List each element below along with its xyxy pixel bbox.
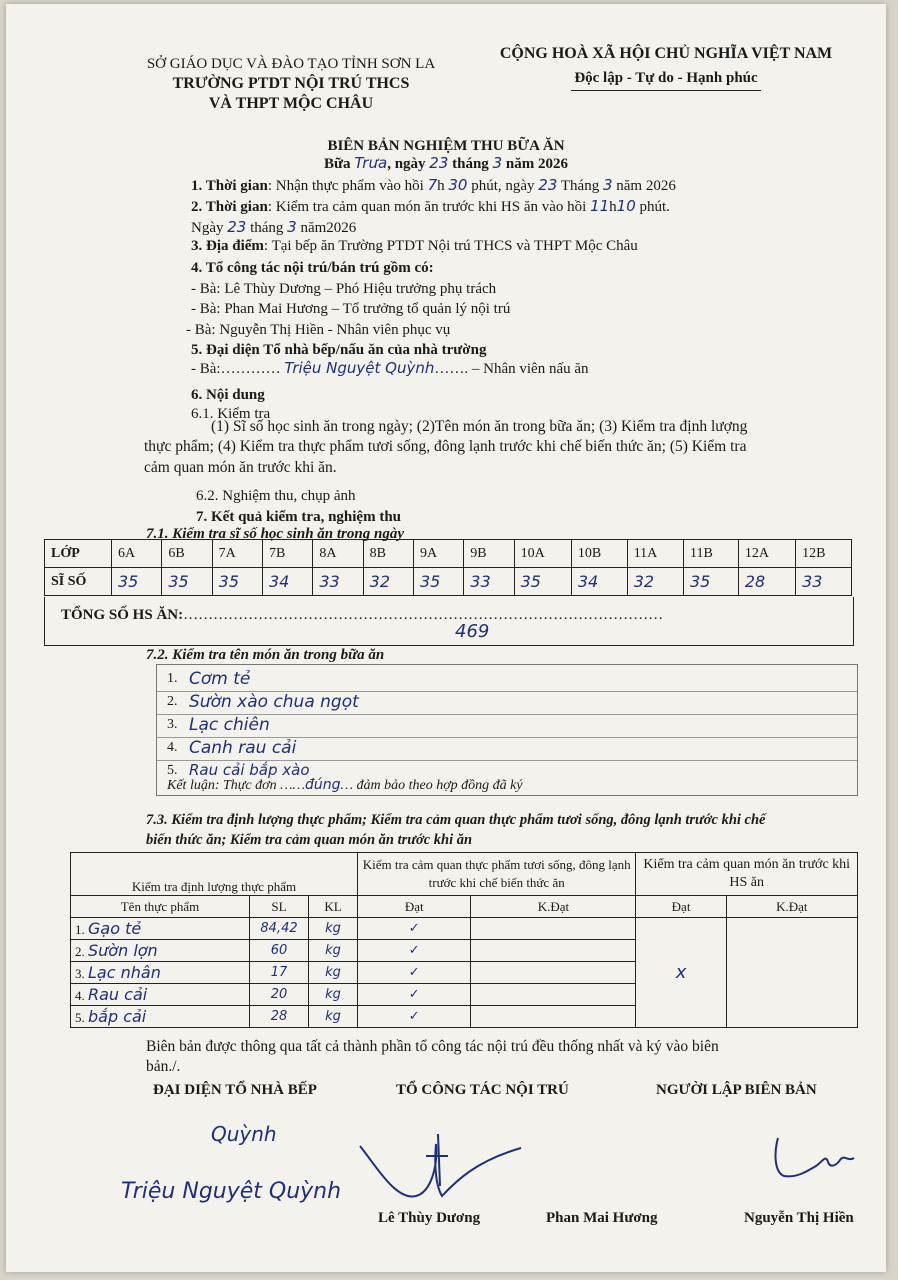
class-cell: 9B <box>464 540 514 568</box>
section-7-3-title-2: biến thức ăn; Kiểm tra cảm quan món ăn trước khi ăn <box>146 832 473 848</box>
kitchen-sign-title: ĐẠI DIỆN TỔ NHÀ BẾP <box>153 1082 317 1098</box>
kitchen-name-handwritten: Triệu Nguyệt Quỳnh <box>121 1179 342 1204</box>
count-cell: 35 <box>683 568 738 596</box>
header-dish-dat: Đạt <box>636 896 726 918</box>
class-cell: 11A <box>627 540 683 568</box>
nation-name: CỘNG HOÀ XÃ HỘI CHỦ NGHĨA VIỆT NAM <box>499 45 833 62</box>
closing-line-2: bản./. <box>146 1058 181 1075</box>
member-3: - Bà: Nguyễn Thị Hiền - Nhân viên phục vụ <box>186 322 451 338</box>
total-value: 469 <box>455 621 490 642</box>
kitchen-signature: Quỳnh <box>211 1122 277 1146</box>
food-check-table <box>70 852 858 1028</box>
header-quant: Kiểm tra định lượng thực phẩm <box>71 853 358 896</box>
table-row: 1. Gạo tẻ 84,42 kg ✓ x <box>71 918 858 940</box>
section-7-2-title: 7.2. Kiểm tra tên món ăn trong bữa ăn <box>146 647 385 663</box>
table-row: 4. Rau cải 20 kg ✓ <box>71 984 858 1006</box>
class-cell: 8A <box>313 540 363 568</box>
signature-hien <box>766 1132 861 1182</box>
meal-value: Trưa <box>354 154 388 172</box>
header-kl: KL <box>309 896 358 918</box>
table-row: 5. bắp cải 28 kg ✓ <box>71 1006 858 1028</box>
meal-line: Bữa Trưa, ngày 23 tháng 3 năm 2026 <box>324 154 568 172</box>
class-cell: 7B <box>262 540 312 568</box>
header-fresh-kdat: K.Đạt <box>471 896 636 918</box>
item-2-date: Ngày 23 tháng 3 năm2026 <box>191 218 357 236</box>
count-cell: 33 <box>464 568 514 596</box>
list-item: 1. Cơm tẻ <box>157 669 857 692</box>
item-2: 2. Thời gian: Kiểm tra cảm quan món ăn trước khi HS ăn vào hồi 11h10 phút. <box>191 197 670 215</box>
item-5: 5. Đại diện Tổ nhà bếp/nấu ăn của nhà trường <box>191 342 487 358</box>
page-title: BIÊN BẢN NGHIỆM THU BỮA ĂN <box>327 138 565 154</box>
menu-conclusion: Kết luận: Thực đơn ……đúng… đảm bảo theo hợp đồng đã ký <box>167 777 523 793</box>
class-cell: 12A <box>738 540 795 568</box>
class-cell: 9A <box>413 540 463 568</box>
team-sign-title: TỔ CÔNG TÁC NỘI TRÚ <box>396 1082 569 1098</box>
header-fresh-dat: Đạt <box>358 896 471 918</box>
document-page <box>6 4 886 1272</box>
header-fresh: Kiểm tra cảm quan thực phẩm tươi sống, đông lạnh trước khi chế biến thức ăn <box>358 853 636 896</box>
count-cell: 34 <box>571 568 627 596</box>
item-1: 1. Thời gian: Nhận thực phẩm vào hồi 7h 30 phút, ngày 23 Tháng 3 năm 2026 <box>191 176 676 194</box>
item-6-p2: thực phẩm; (4) Kiểm tra thực phẩm tươi sống, đông lạnh trước khi chế biến thức ăn; (5) Kiểm tra <box>144 438 747 455</box>
item-6-p3: cảm quan món ăn trước khi ăn. <box>144 459 337 476</box>
header-right <box>476 42 856 91</box>
school-name-1: TRƯỜNG PTDT NỘI TRÚ THCS <box>172 75 410 92</box>
signer-name-duong: Lê Thùy Dương <box>378 1210 481 1226</box>
motto-underline <box>571 90 761 91</box>
item-3: 3. Địa điểm: Tại bếp ăn Trường PTDT Nội trú THCS và THPT Mộc Châu <box>191 238 638 254</box>
ministry-name: SỞ GIÁO DỤC VÀ ĐÀO TẠO TỈNH SƠN LA <box>146 56 436 72</box>
class-cell: 6B <box>162 540 212 568</box>
class-row <box>45 540 852 568</box>
header-name: Tên thực phẩm <box>71 896 250 918</box>
class-cell: 11B <box>683 540 738 568</box>
class-cell: 10B <box>571 540 627 568</box>
dish-list <box>156 664 858 796</box>
header-left <box>126 54 456 114</box>
item-6-1: 6.1. Kiểm tra <box>191 406 271 422</box>
header-dish-kdat: K.Đạt <box>726 896 857 918</box>
count-cell: 35 <box>514 568 571 596</box>
list-item: 4. Canh rau cải <box>157 738 857 761</box>
closing-line-1: Biên bản được thông qua tất cả thành phần tổ công tác nội trú đều thống nhất và ký vào biên <box>146 1038 719 1055</box>
class-count-table <box>44 539 852 596</box>
item-5-person: - Bà:………… Triệu Nguyệt Quỳnh……. – Nhân viên nấu ăn <box>191 359 589 377</box>
count-cell: 34 <box>262 568 312 596</box>
section-7-3-title-1: 7.3. Kiểm tra định lượng thực phẩm; Kiểm tra cảm quan thực phẩm tươi sống, đông lạnh trước khi chế <box>146 812 766 828</box>
header-dish: Kiểm tra cảm quan món ăn trước khi HS ăn <box>636 853 858 896</box>
section-7-1-title: 7.1. Kiểm tra sĩ số học sinh ăn trong ngày <box>146 526 404 542</box>
signer-name-hien: Nguyễn Thị Hiền <box>744 1210 854 1226</box>
count-row-label: SĨ SỐ <box>45 568 112 596</box>
item-6-2: 6.2. Nghiệm thu, chụp ảnh <box>196 488 356 504</box>
school-name-2: VÀ THPT MỘC CHÂU <box>208 95 374 112</box>
count-row <box>45 568 852 596</box>
class-cell: 7A <box>212 540 262 568</box>
count-cell: 32 <box>363 568 413 596</box>
item-7: 7. Kết quả kiểm tra, nghiệm thu <box>196 509 402 525</box>
list-item: 2. Sườn xào chua ngọt <box>157 692 857 715</box>
count-cell: 35 <box>112 568 162 596</box>
list-item: 3. Lạc chiên <box>157 715 857 738</box>
class-cell: 8B <box>363 540 413 568</box>
header-sl: SL <box>250 896 309 918</box>
count-cell: 33 <box>313 568 363 596</box>
count-cell: 32 <box>627 568 683 596</box>
count-cell: 35 <box>162 568 212 596</box>
class-cell: 10A <box>514 540 571 568</box>
class-cell: 12B <box>796 540 852 568</box>
author-sign-title: NGƯỜI LẬP BIÊN BẢN <box>656 1082 817 1098</box>
table-row: 3. Lạc nhân 17 kg ✓ <box>71 962 858 984</box>
count-cell: 35 <box>413 568 463 596</box>
class-cell: 6A <box>112 540 162 568</box>
member-2: - Bà: Phan Mai Hương – Tổ trưởng tổ quản lý nội trú <box>191 301 511 317</box>
item-4: 4. Tổ công tác nội trú/bán trú gồm có: <box>191 260 434 276</box>
count-cell: 28 <box>738 568 795 596</box>
member-1: - Bà: Lê Thùy Dương – Phó Hiệu trưởng phụ trách <box>191 281 497 297</box>
count-cell: 33 <box>796 568 852 596</box>
table-row: 2. Sườn lợn 60 kg ✓ <box>71 940 858 962</box>
total-label: TỔNG SỐ HS ĂN:…………………………………………………………………………………… <box>61 607 664 623</box>
signature-duong <box>356 1126 526 1206</box>
count-cell: 35 <box>212 568 262 596</box>
class-row-label: LỚP <box>45 540 112 568</box>
list-item: 5. Rau cải bắp xào <box>167 761 310 779</box>
item-6-p1: (1) Sĩ số học sinh ăn trong ngày; (2)Tên món ăn trong bữa ăn; (3) Kiểm tra định lượng <box>211 418 748 435</box>
total-box <box>44 597 854 646</box>
motto: Độc lập - Tự do - Hạnh phúc <box>574 70 758 86</box>
signer-name-huong: Phan Mai Hương <box>546 1210 658 1226</box>
item-6: 6. Nội dung <box>191 387 265 403</box>
